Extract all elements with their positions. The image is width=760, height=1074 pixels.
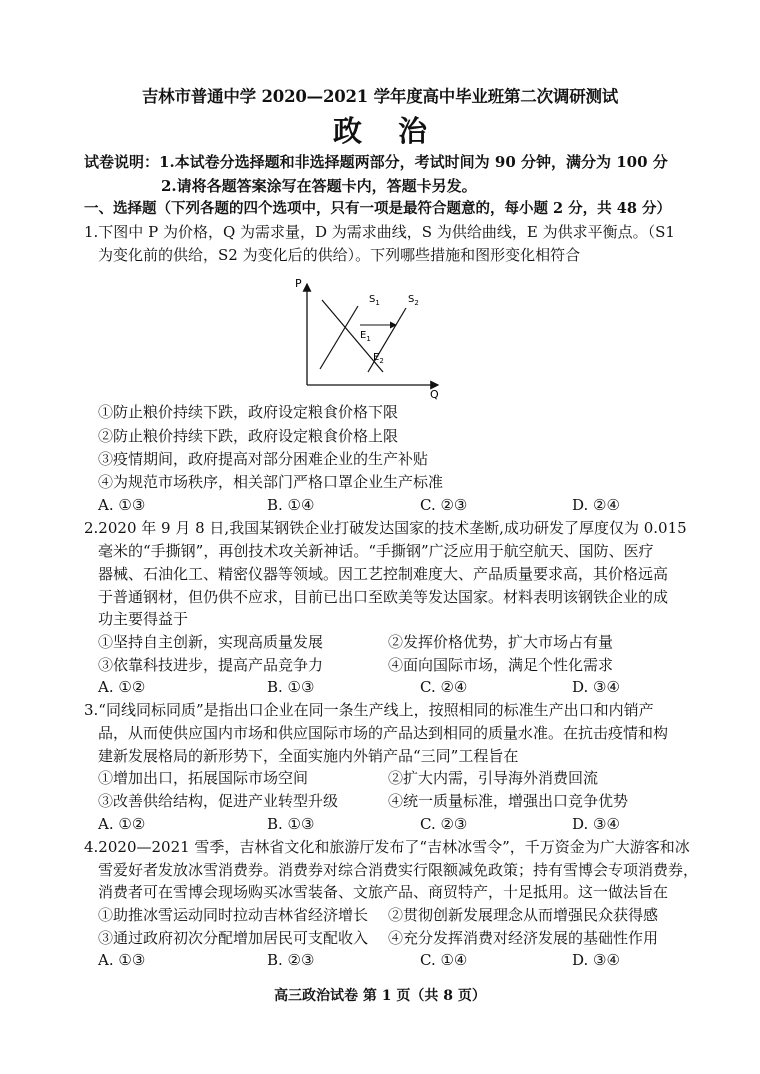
q3-item-3: ③改善供给结构，促进产业转型升级 [98,792,339,810]
instructions-text-1: 1.本试卷分选择题和非选择题两部分，考试时间为 90 分钟，满分为 100 分 [159,153,668,171]
q4-item-4: ④充分发挥消费对经济发展的基础性作用 [388,929,659,947]
q2-stem-line-5: 功主要得益于 [98,610,189,628]
instructions-line-1 [84,152,668,172]
q1-option-d[interactable]: D. ②④ [572,496,620,514]
q3-item-4: ④统一质量标准，增强出口竞争优势 [388,792,629,810]
exam-title: 吉林市普通中学 2020—2021 学年度高中毕业班第二次调研测试 [141,87,619,106]
q3-option-d[interactable]: D. ③④ [572,815,620,833]
x-axis-label: Q [430,388,439,401]
q1-options [0,495,760,515]
q2-option-b[interactable]: B. ①③ [267,678,315,696]
q3-stem-line-2: 品，从而使供应国内市场和供应国际市场的产品达到相同的质量水准。在抗击疫情和构 [98,724,669,742]
q2-item-4: ④面向国际市场，满足个性化需求 [388,656,614,674]
q2-stem-line-3: 器械、石油化工、精密仪器等领域。因工艺控制难度大、产品质量要求高，其价格远高 [98,565,669,583]
q4-options [0,950,760,970]
supply-demand-graph [280,272,450,402]
q2-option-a[interactable]: A. ①② [98,678,146,696]
q4-stem-line-3: 消费者可在雪博会现场购买冰雪装备、文旅产品、商贸特产，十足抵用。这一做法旨在 [98,883,669,901]
q1-item-1: ①防止粮价持续下跌，政府设定粮食价格下限 [98,403,399,421]
e1-label: $E_1$ [360,330,371,343]
q1-stem-line-1: 1.下图中 P 为价格，Q 为需求量，D 为需求曲线，S 为供给曲线，E 为供求平衡点。（S1 [84,223,675,241]
q2-item-1: ①坚持自主创新，实现高质量发展 [98,633,324,651]
q3-item-1: ①增加出口，拓展国际市场空间 [98,769,309,787]
q4-stem-line-1: 4.2020—2021 雪季，吉林省文化和旅游厅发布了“吉林冰雪令”，千万资金为广大游客和冰 [84,838,690,856]
q3-stem-line-1: 3.“同线同标同质”是指出口企业在同一条生产线上，按照相同的标准生产出口和内销产 [84,701,654,719]
page-footer: 高三政治试卷 第 1 页（共 8 页） [274,988,486,1004]
q2-option-d[interactable]: D. ③④ [572,678,620,696]
instructions-label: 试卷说明： [84,153,160,171]
q1-option-c[interactable]: C. ②③ [420,496,468,514]
q3-option-b[interactable]: B. ①③ [267,815,315,833]
q3-options [0,814,760,834]
q1-item-3: ③疫情期间，政府提高对部分困难企业的生产补贴 [98,450,429,468]
subject-title: 政治 [332,114,463,148]
q3-option-a[interactable]: A. ①② [98,815,146,833]
q3-item-2: ②扩大内需，引导海外消费回流 [388,769,599,787]
q4-item-1: ①助推冰雪运动同时拉动吉林省经济增长 [98,906,369,924]
q4-stem-line-2: 雪爱好者发放冰雪消费券。消费券对综合消费实行限额减免政策；持有雪博会专项消费券， [98,861,699,879]
q1-item-4: ④为规范市场秩序，相关部门严格口罩企业生产标准 [98,473,444,491]
q2-stem-line-2: 毫米的“手撕钢”，再创技术攻关新神话。“手撕钢”广泛应用于航空航天、国防、医疗 [98,542,654,560]
q2-options [0,677,760,697]
q2-stem-line-1: 2.2020 年 9 月 8 日,我国某钢铁企业打破发达国家的技术垄断,成功研发了厚度仅为 0.015 [84,519,687,537]
q1-item-2: ②防止粮价持续下跌，政府设定粮食价格上限 [98,427,399,445]
q4-option-d[interactable]: D. ③④ [572,951,620,969]
e2-label: $E_2$ [373,352,384,365]
q2-option-c[interactable]: C. ②④ [420,678,468,696]
q1-option-b[interactable]: B. ①④ [267,496,315,514]
q4-option-b[interactable]: B. ②③ [267,951,315,969]
s2-label: $S_2$ [408,294,419,307]
instructions-line-2: 2.请将各题答案涂写在答题卡内，答题卡另发。 [161,177,477,195]
s1-label: $S_1$ [369,294,380,307]
section-heading: 一、选择题（下列各题的四个选项中，只有一项是最符合题意的，每小题 2 分，共 48 分） [84,200,671,217]
q4-item-3: ③通过政府初次分配增加居民可支配收入 [98,929,369,947]
q3-option-c[interactable]: C. ②③ [420,815,468,833]
q1-stem-line-2: 为变化前的供给，S2 为变化后的供给）。下列哪些措施和图形变化相符合 [98,246,581,264]
q2-item-3: ③依靠科技进步，提高产品竞争力 [98,656,324,674]
q4-option-a[interactable]: A. ①③ [98,951,146,969]
q2-item-2: ②发挥价格优势，扩大市场占有量 [388,633,614,651]
q1-option-a[interactable]: A. ①③ [98,496,146,514]
y-axis-label: P [295,277,302,290]
q4-option-c[interactable]: C. ①④ [420,951,468,969]
q4-item-2: ②贯彻创新发展理念从而增强民众获得感 [388,906,659,924]
q3-stem-line-3: 建新发展格局的新形势下，全面实施内外销产品“三同”工程旨在 [98,747,519,765]
supply-curve-s1 [320,306,358,369]
q2-stem-line-4: 于普通钢材，但仍供不应求，目前已出口至欧美等发达国家。材料表明该钢铁企业的成 [98,588,669,606]
